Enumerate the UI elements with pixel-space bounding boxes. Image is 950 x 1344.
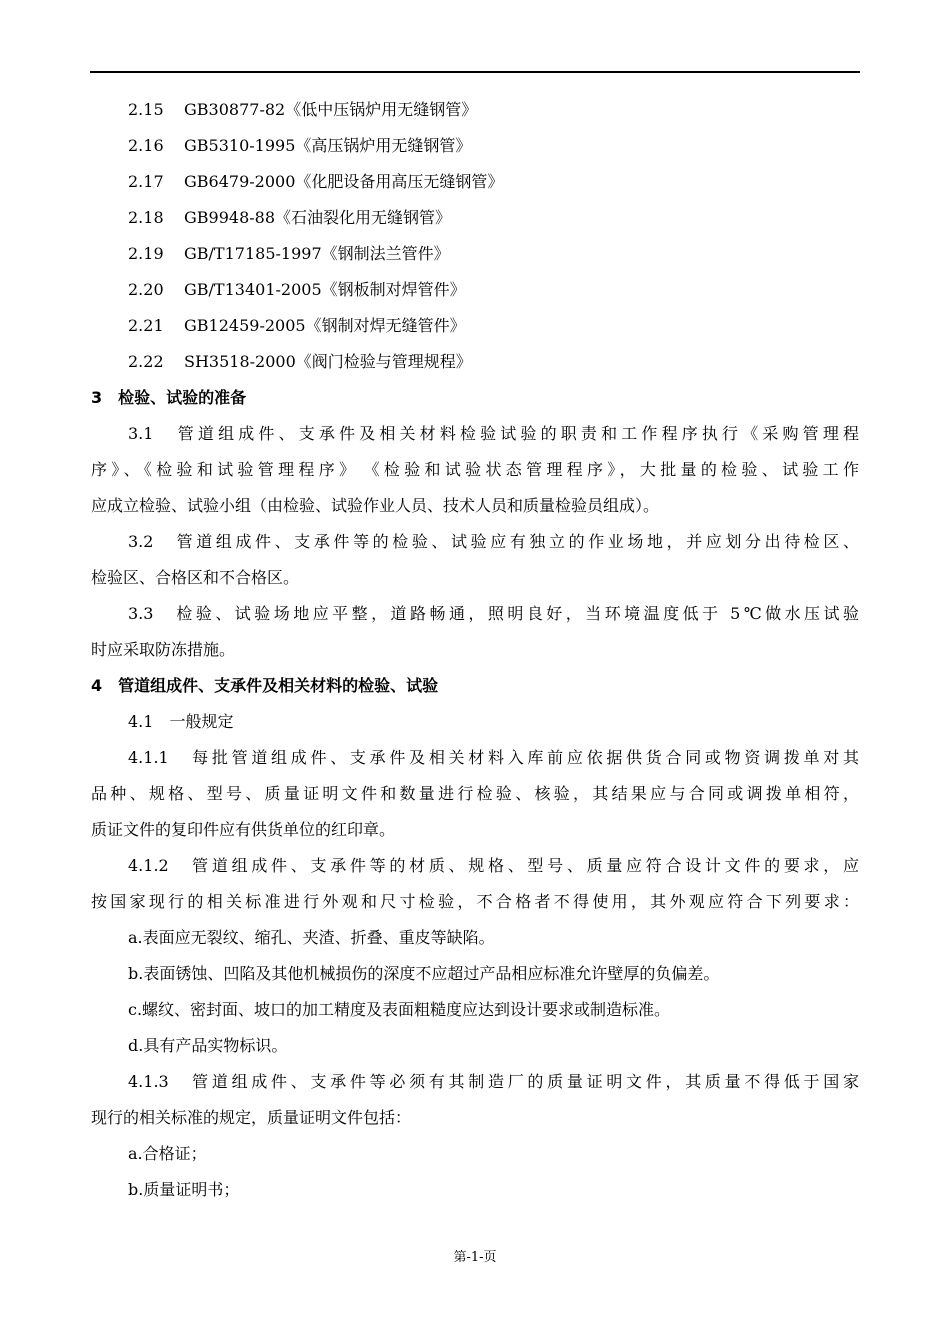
paragraph-4-1-1-line: 4.1.1 每批管道组成件、支承件及相关材料入库前应依据供货合同或物资调拨单对其 [128,748,859,767]
page-number: 第-1-页 [453,1250,497,1265]
reference-item: 2.15 GB30877-82《低中压锅炉用无缝钢管》 [128,100,478,119]
reference-item: 2.16 GB5310-1995《高压锅炉用无缝钢管》 [128,136,472,155]
section-4-heading: 4 管道组成件、支承件及相关材料的检验、试验 [91,676,439,695]
header-rule [90,71,860,73]
paragraph-4-1-2-line: 按国家现行的相关标准进行外观和尺寸检验，不合格者不得使用，其外观应符合下列要求： [91,892,859,911]
paragraph-4-1-1-line: 品种、规格、型号、质量证明文件和数量进行检验、核验，其结果应与合同或调拨单相符， [91,784,859,803]
list-item: d.具有产品实物标识。 [128,1036,288,1055]
subsection-4-1-heading: 4.1 一般规定 [128,712,234,731]
paragraph-3-2-line: 检验区、合格区和不合格区。 [91,568,300,587]
list-item: a.合格证； [128,1144,207,1163]
section-3-heading: 3 检验、试验的准备 [91,388,247,407]
reference-item: 2.18 GB9948-88《石油裂化用无缝钢管》 [128,208,452,227]
paragraph-4-1-3-line: 4.1.3 管道组成件、支承件等必须有其制造厂的质量证明文件，其质量不得低于国家 [128,1072,859,1091]
document-body [91,92,859,1208]
paragraph-4-1-3-line: 现行的相关标准的规定，质量证明文件包括： [91,1108,412,1127]
reference-item: 2.20 GB/T13401-2005《钢板制对焊管件》 [128,280,466,299]
paragraph-3-3-line: 3.3 检验、试验场地应平整，道路畅通，照明良好，当环境温度低于 5℃做水压试验 [128,604,859,623]
reference-item: 2.22 SH3518-2000《阀门检验与管理规程》 [128,352,472,371]
paragraph-3-1-line: 序》、《检验和试验管理程序》 《检验和试验状态管理程序》，大批量的检验、试验工作 [91,460,859,479]
reference-item: 2.21 GB12459-2005《钢制对焊无缝管件》 [128,316,466,335]
paragraph-3-3-line: 时应采取防冻措施。 [91,640,236,659]
list-item: c.螺纹、密封面、坡口的加工精度及表面粗糙度应达到设计要求或制造标准。 [128,1000,671,1019]
paragraph-3-1-line: 3.1 管道组成件、支承件及相关材料检验试验的职责和工作程序执行《采购管理程 [128,424,859,443]
list-item: b.表面锈蚀、凹陷及其他机械损伤的深度不应超过产品相应标准允许壁厚的负偏差。 [128,964,720,983]
paragraph-4-1-2-line: 4.1.2 管道组成件、支承件等的材质、规格、型号、质量应符合设计文件的要求，应 [128,856,859,875]
reference-item: 2.19 GB/T17185-1997《钢制法兰管件》 [128,244,450,263]
list-item: a.表面应无裂纹、缩孔、夹渣、折叠、重皮等缺陷。 [128,928,495,947]
paragraph-3-2-line: 3.2 管道组成件、支承件等的检验、试验应有独立的作业场地，并应划分出待检区、 [128,532,859,551]
paragraph-3-1-line: 应成立检验、试验小组（由检验、试验作业人员、技术人员和质量检验员组成）。 [91,496,660,515]
list-item: b.质量证明书； [128,1180,240,1199]
reference-item: 2.17 GB6479-2000《化肥设备用高压无缝钢管》 [128,172,504,191]
paragraph-4-1-1-line: 质证文件的复印件应有供货单位的红印章。 [91,820,396,839]
